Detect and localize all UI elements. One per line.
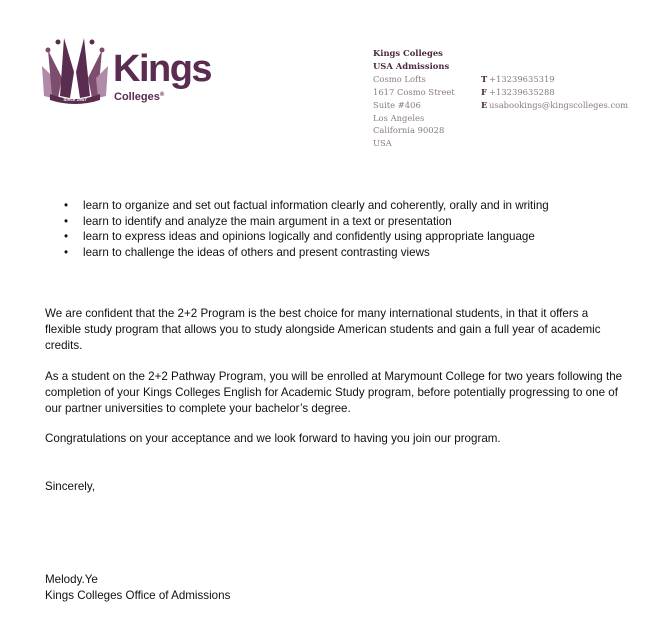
logo-wordmark: Kings — [113, 48, 212, 90]
closing-salutation: Sincerely, — [45, 480, 96, 493]
contact-fax — [481, 86, 628, 99]
list-item: • learn to express ideas and opinions logically and confidently using appropriate language — [62, 229, 549, 245]
contact-block — [481, 73, 628, 112]
learning-outcomes-list — [62, 198, 549, 260]
crown-icon — [40, 36, 110, 106]
logo-badge-text: Since 1957 — [63, 97, 87, 102]
phone-value: +13239635319 — [489, 74, 555, 84]
email-value: usabookings@kingscolleges.com — [489, 99, 629, 110]
address-line: Cosmo Lofts — [373, 73, 426, 84]
address-line: 1617 Cosmo Street — [373, 86, 455, 97]
contact-email — [481, 99, 628, 112]
list-item: • learn to organize and set out factual information clearly and coherently, orally and in writing — [62, 198, 549, 214]
kings-colleges-logo — [40, 36, 220, 106]
body-paragraph: As a student on the 2+2 Pathway Program, you will be enrolled at Marymount College for two years following the completion of your Kings Colleges English for Academic Study program, before potentially progressing to one of our partner universities to complete your bachelor’s degree. — [45, 370, 623, 415]
address-block — [373, 47, 455, 150]
logo-subtitle — [114, 92, 164, 103]
address-line: USA — [373, 138, 392, 149]
signature-name: Melody.Ye — [45, 573, 98, 586]
phone-key: T — [481, 74, 488, 84]
list-item: • learn to challenge the ideas of others and present contrasting views — [62, 245, 549, 261]
fax-key: F — [481, 86, 487, 97]
logo-subtitle-text: Colleges — [114, 91, 160, 103]
signature-office: Kings Colleges Office of Admissions — [45, 589, 231, 602]
address-line: Suite #406 — [373, 99, 421, 110]
email-key: E — [481, 99, 488, 110]
contact-phone — [481, 73, 628, 86]
list-item: • learn to identify and analyze the main argument in a text or presentation — [62, 214, 549, 230]
logo-registered-mark: ® — [159, 92, 165, 98]
address-line: Los Angeles — [373, 112, 425, 123]
address-dept: USA Admissions — [373, 60, 450, 71]
fax-value: +13239635288 — [489, 86, 555, 97]
address-line: California 90028 — [373, 125, 445, 136]
body-paragraph: We are confident that the 2+2 Program is the best choice for many international students, in that it offers a flexible study program that allows you to study alongside American students and gain a full year of academic credits. — [45, 307, 601, 352]
address-org: Kings Colleges — [373, 48, 443, 58]
body-paragraph: Congratulations on your acceptance and we look forward to having you join our program. — [45, 432, 501, 445]
